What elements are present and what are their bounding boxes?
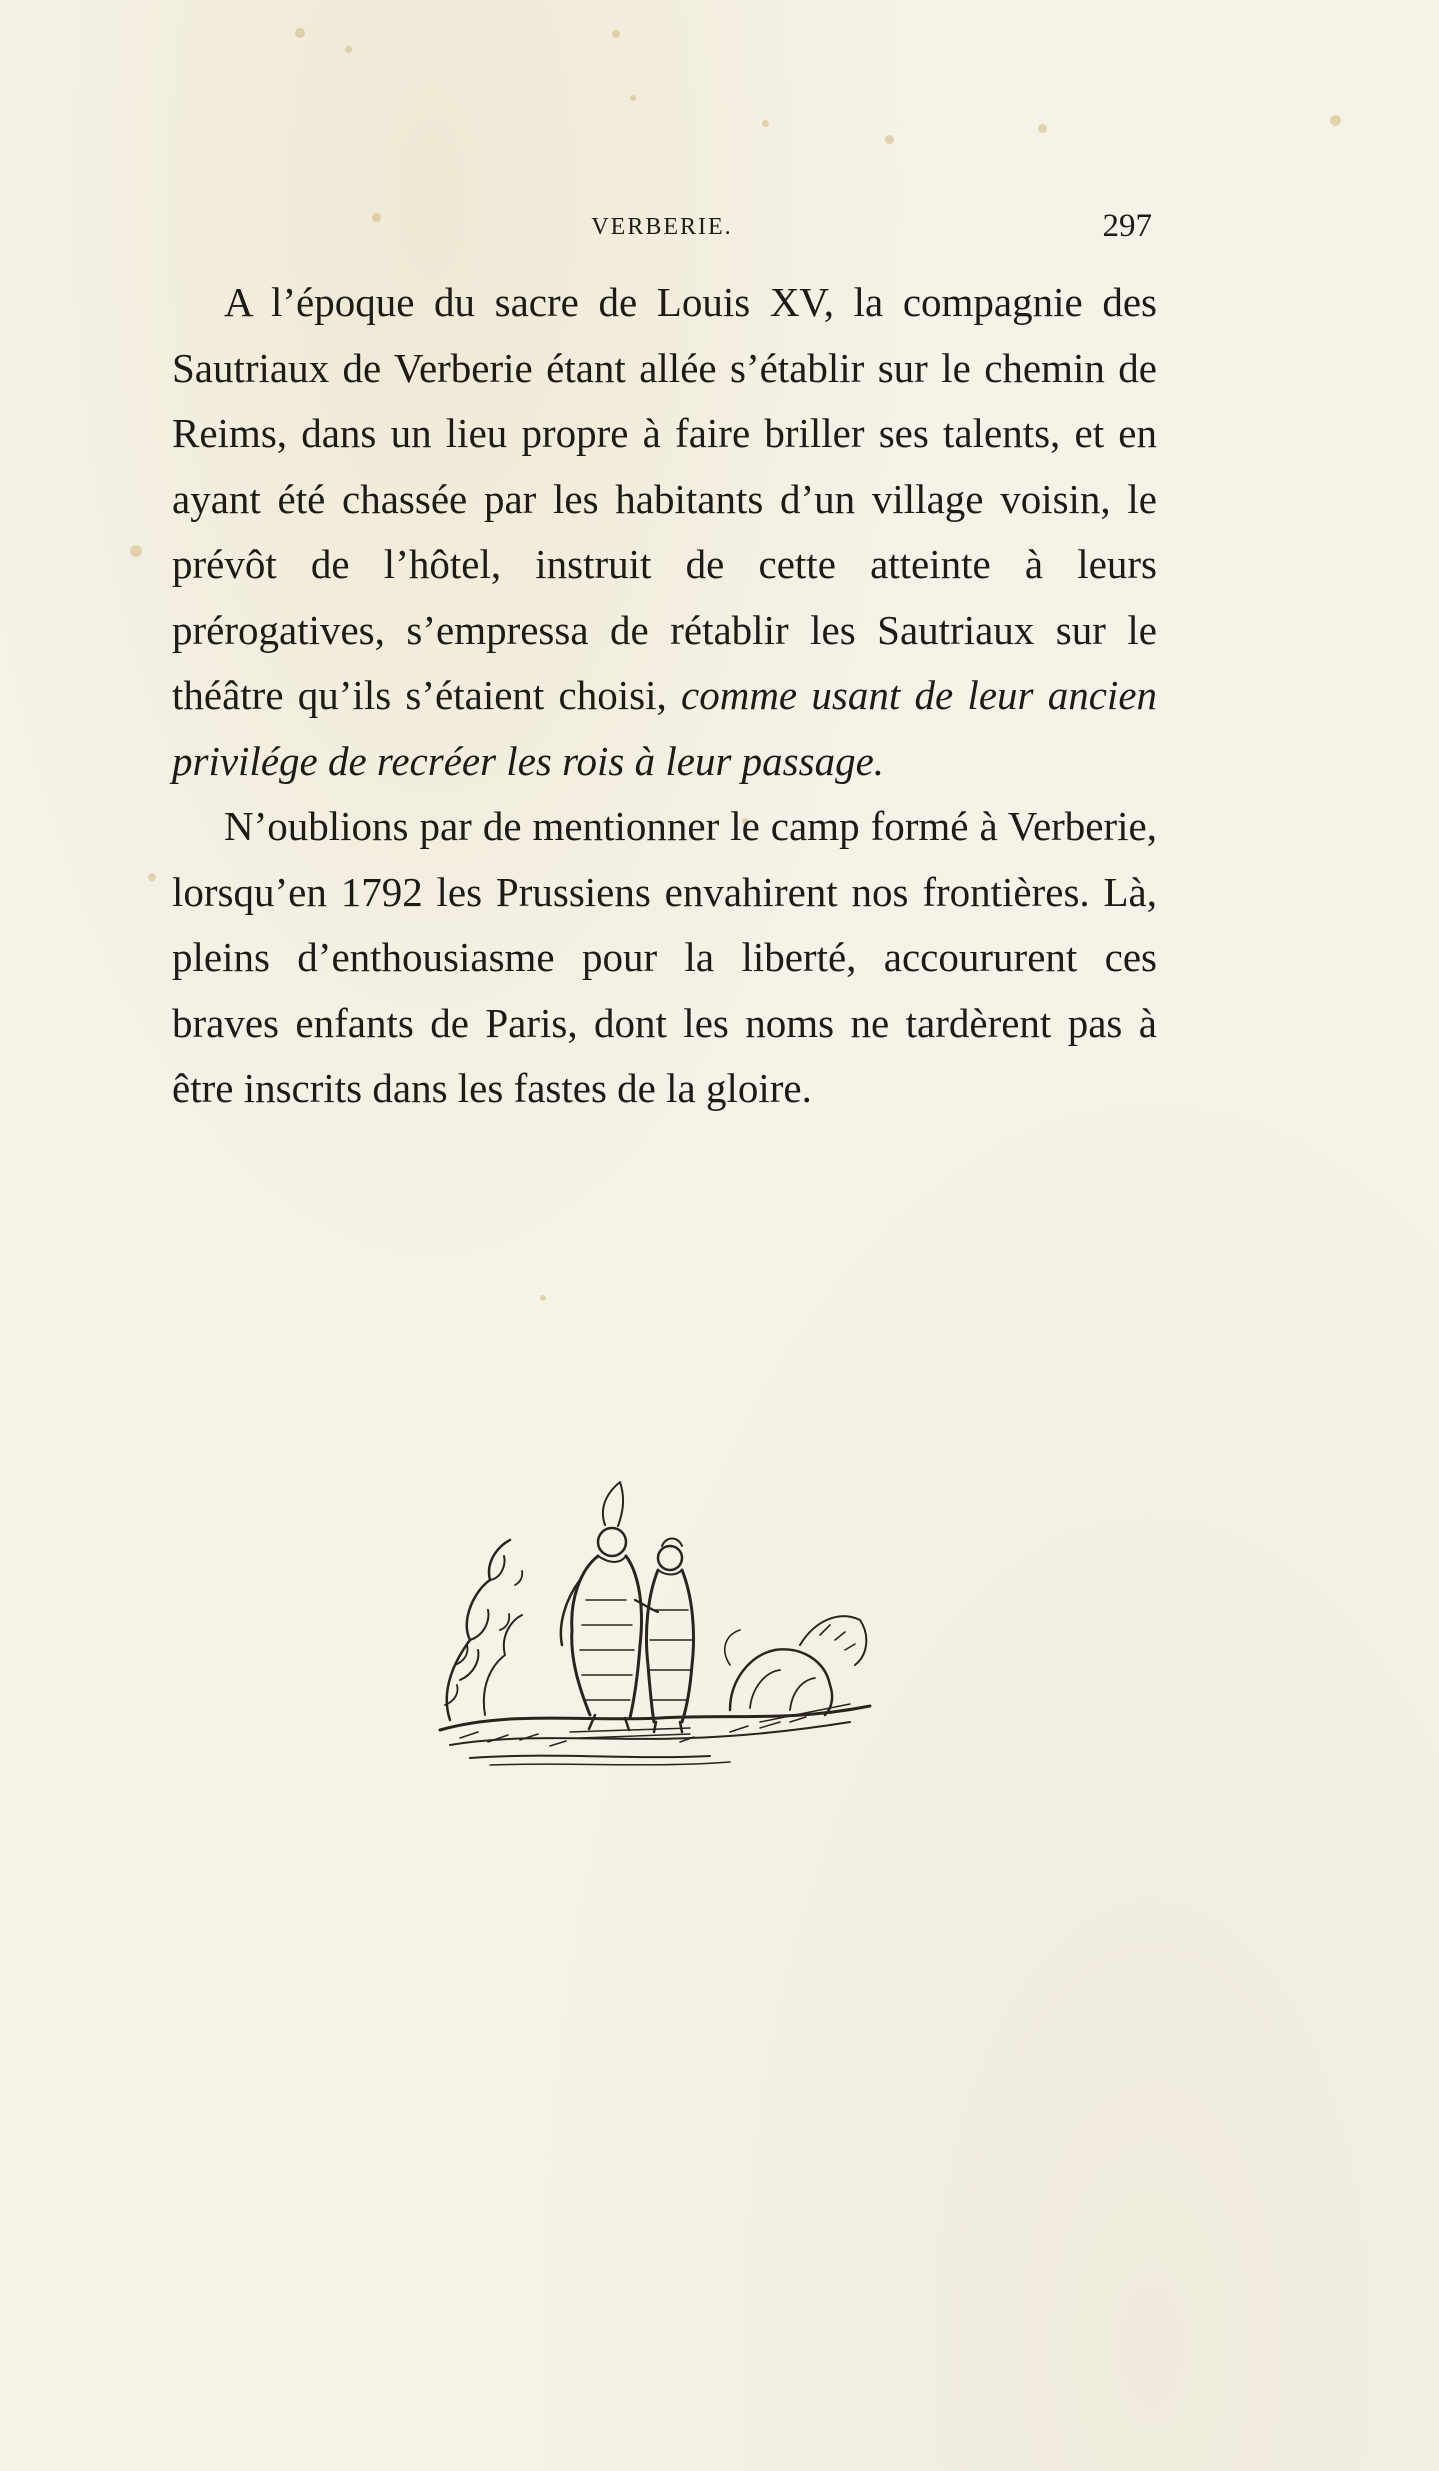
foxing-spot (540, 1295, 546, 1301)
body-text (172, 270, 1157, 1122)
foxing-spot (345, 46, 352, 53)
foxing-spot (762, 120, 769, 127)
paragraph-2: N’oublions par de mentionner le camp formé à Verberie, lorsqu’en 1792 les Prussiens envahirent nos frontières. Là, pleins d’enthousiasme pour la liberté, accoururent ces braves enfants de Paris, dont les noms ne tardèrent pas à être inscrits dans les fastes de la gloire. (172, 803, 1157, 1111)
foxing-spot (148, 873, 156, 881)
foxing-spot (1038, 124, 1047, 133)
paragraph-1-roman: A l’époque du sacre de Louis XV, la compagnie des Sautriaux de Verberie étant allée s’établir sur le chemin de Reims, dans un lieu propre à faire briller ses talents, et en ayant été chassée par les habitants d’un village voisin, le prévôt de l’hôtel, instruit de cette atteinte à leurs prérogatives, s’empressa de rétablir les Sautriaux sur le théâtre qu’ils s’étaient choisi, (172, 279, 1157, 718)
foxing-spot (885, 135, 894, 144)
engraved-vignette-two-figures-icon (430, 1460, 880, 1790)
page-number: 297 (1102, 208, 1152, 244)
running-title: VERBERIE. (591, 214, 733, 240)
foxing-spot (130, 545, 142, 557)
foxing-spot (612, 30, 620, 38)
foxing-spot (630, 95, 636, 101)
foxing-spot (1330, 115, 1341, 126)
running-head (172, 208, 1152, 248)
paragraph-1-italic: comme usant de leur ancien privilége de recréer les rois à leur passage. (172, 672, 1158, 784)
paragraph-1 (172, 270, 1157, 794)
foxing-spot (295, 28, 305, 38)
